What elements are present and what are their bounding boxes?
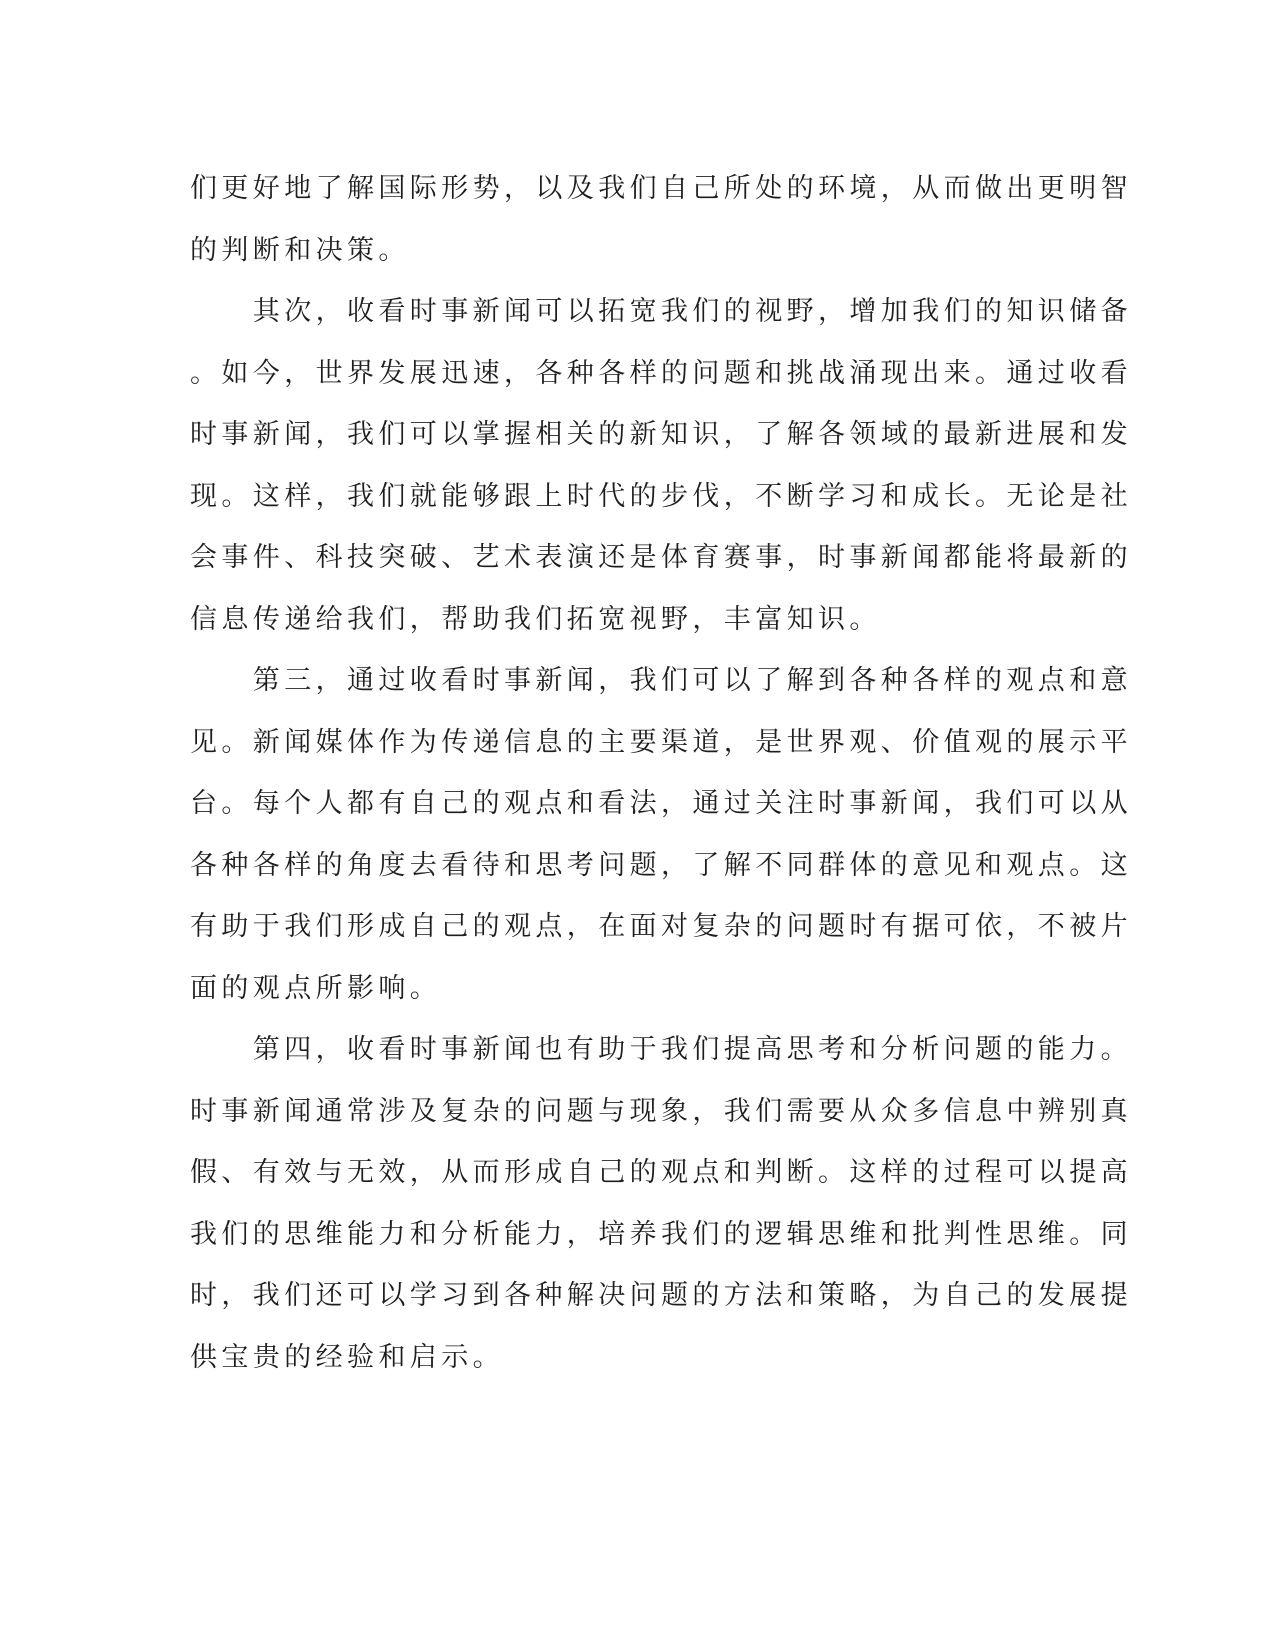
text-line: 时事新闻通常涉及复杂的问题与现象，我们需要从众多信息中辨别真 — [190, 1095, 1132, 1127]
text-line: 。如今，世界发展迅速，各种各样的问题和挑战涌现出来。通过收看 — [190, 357, 1132, 389]
text-line: 面的观点所影响。 — [190, 972, 442, 1004]
text-line: 们更好地了解国际形势，以及我们自己所处的环境，从而做出更明智 — [190, 173, 1132, 204]
text-line: 假、有效与无效，从而形成自己的观点和判断。这样的过程可以提高 — [190, 1157, 1132, 1188]
text-line: 时事新闻，我们可以掌握相关的新知识，了解各领域的最新进展和发 — [190, 419, 1132, 450]
text-line: 台。每个人都有自己的观点和看法，通过关注时事新闻，我们可以从 — [190, 788, 1132, 819]
text-line: 时，我们还可以学习到各种解决问题的方法和策略，为自己的发展提 — [190, 1280, 1132, 1311]
text-line: 会事件、科技突破、艺术表演还是体育赛事，时事新闻都能将最新的 — [190, 542, 1132, 573]
body-text — [190, 158, 1132, 1388]
text-line: 有助于我们形成自己的观点，在面对复杂的问题时有据可依，不被片 — [190, 911, 1132, 942]
text-line: 第四，收看时事新闻也有助于我们提高思考和分析问题的能力。 — [190, 1034, 1132, 1065]
text-line: 第三，通过收看时事新闻，我们可以了解到各种各样的观点和意 — [190, 665, 1132, 696]
text-line: 的判断和决策。 — [190, 234, 410, 266]
text-line: 现。这样，我们就能够跟上时代的步伐，不断学习和成长。无论是社 — [190, 480, 1132, 512]
text-line: 信息传递给我们，帮助我们拓宽视野，丰富知识。 — [190, 603, 881, 635]
text-line: 供宝贵的经验和启示。 — [190, 1341, 504, 1373]
text-line: 我们的思维能力和分析能力，培养我们的逻辑思维和批判性思维。同 — [190, 1218, 1132, 1250]
text-line: 各种各样的角度去看待和思考问题，了解不同群体的意见和观点。这 — [190, 849, 1132, 881]
text-line: 其次，收看时事新闻可以拓宽我们的视野，增加我们的知识储备 — [190, 296, 1132, 327]
text-line: 见。新闻媒体作为传递信息的主要渠道，是世界观、价值观的展示平 — [190, 726, 1132, 758]
